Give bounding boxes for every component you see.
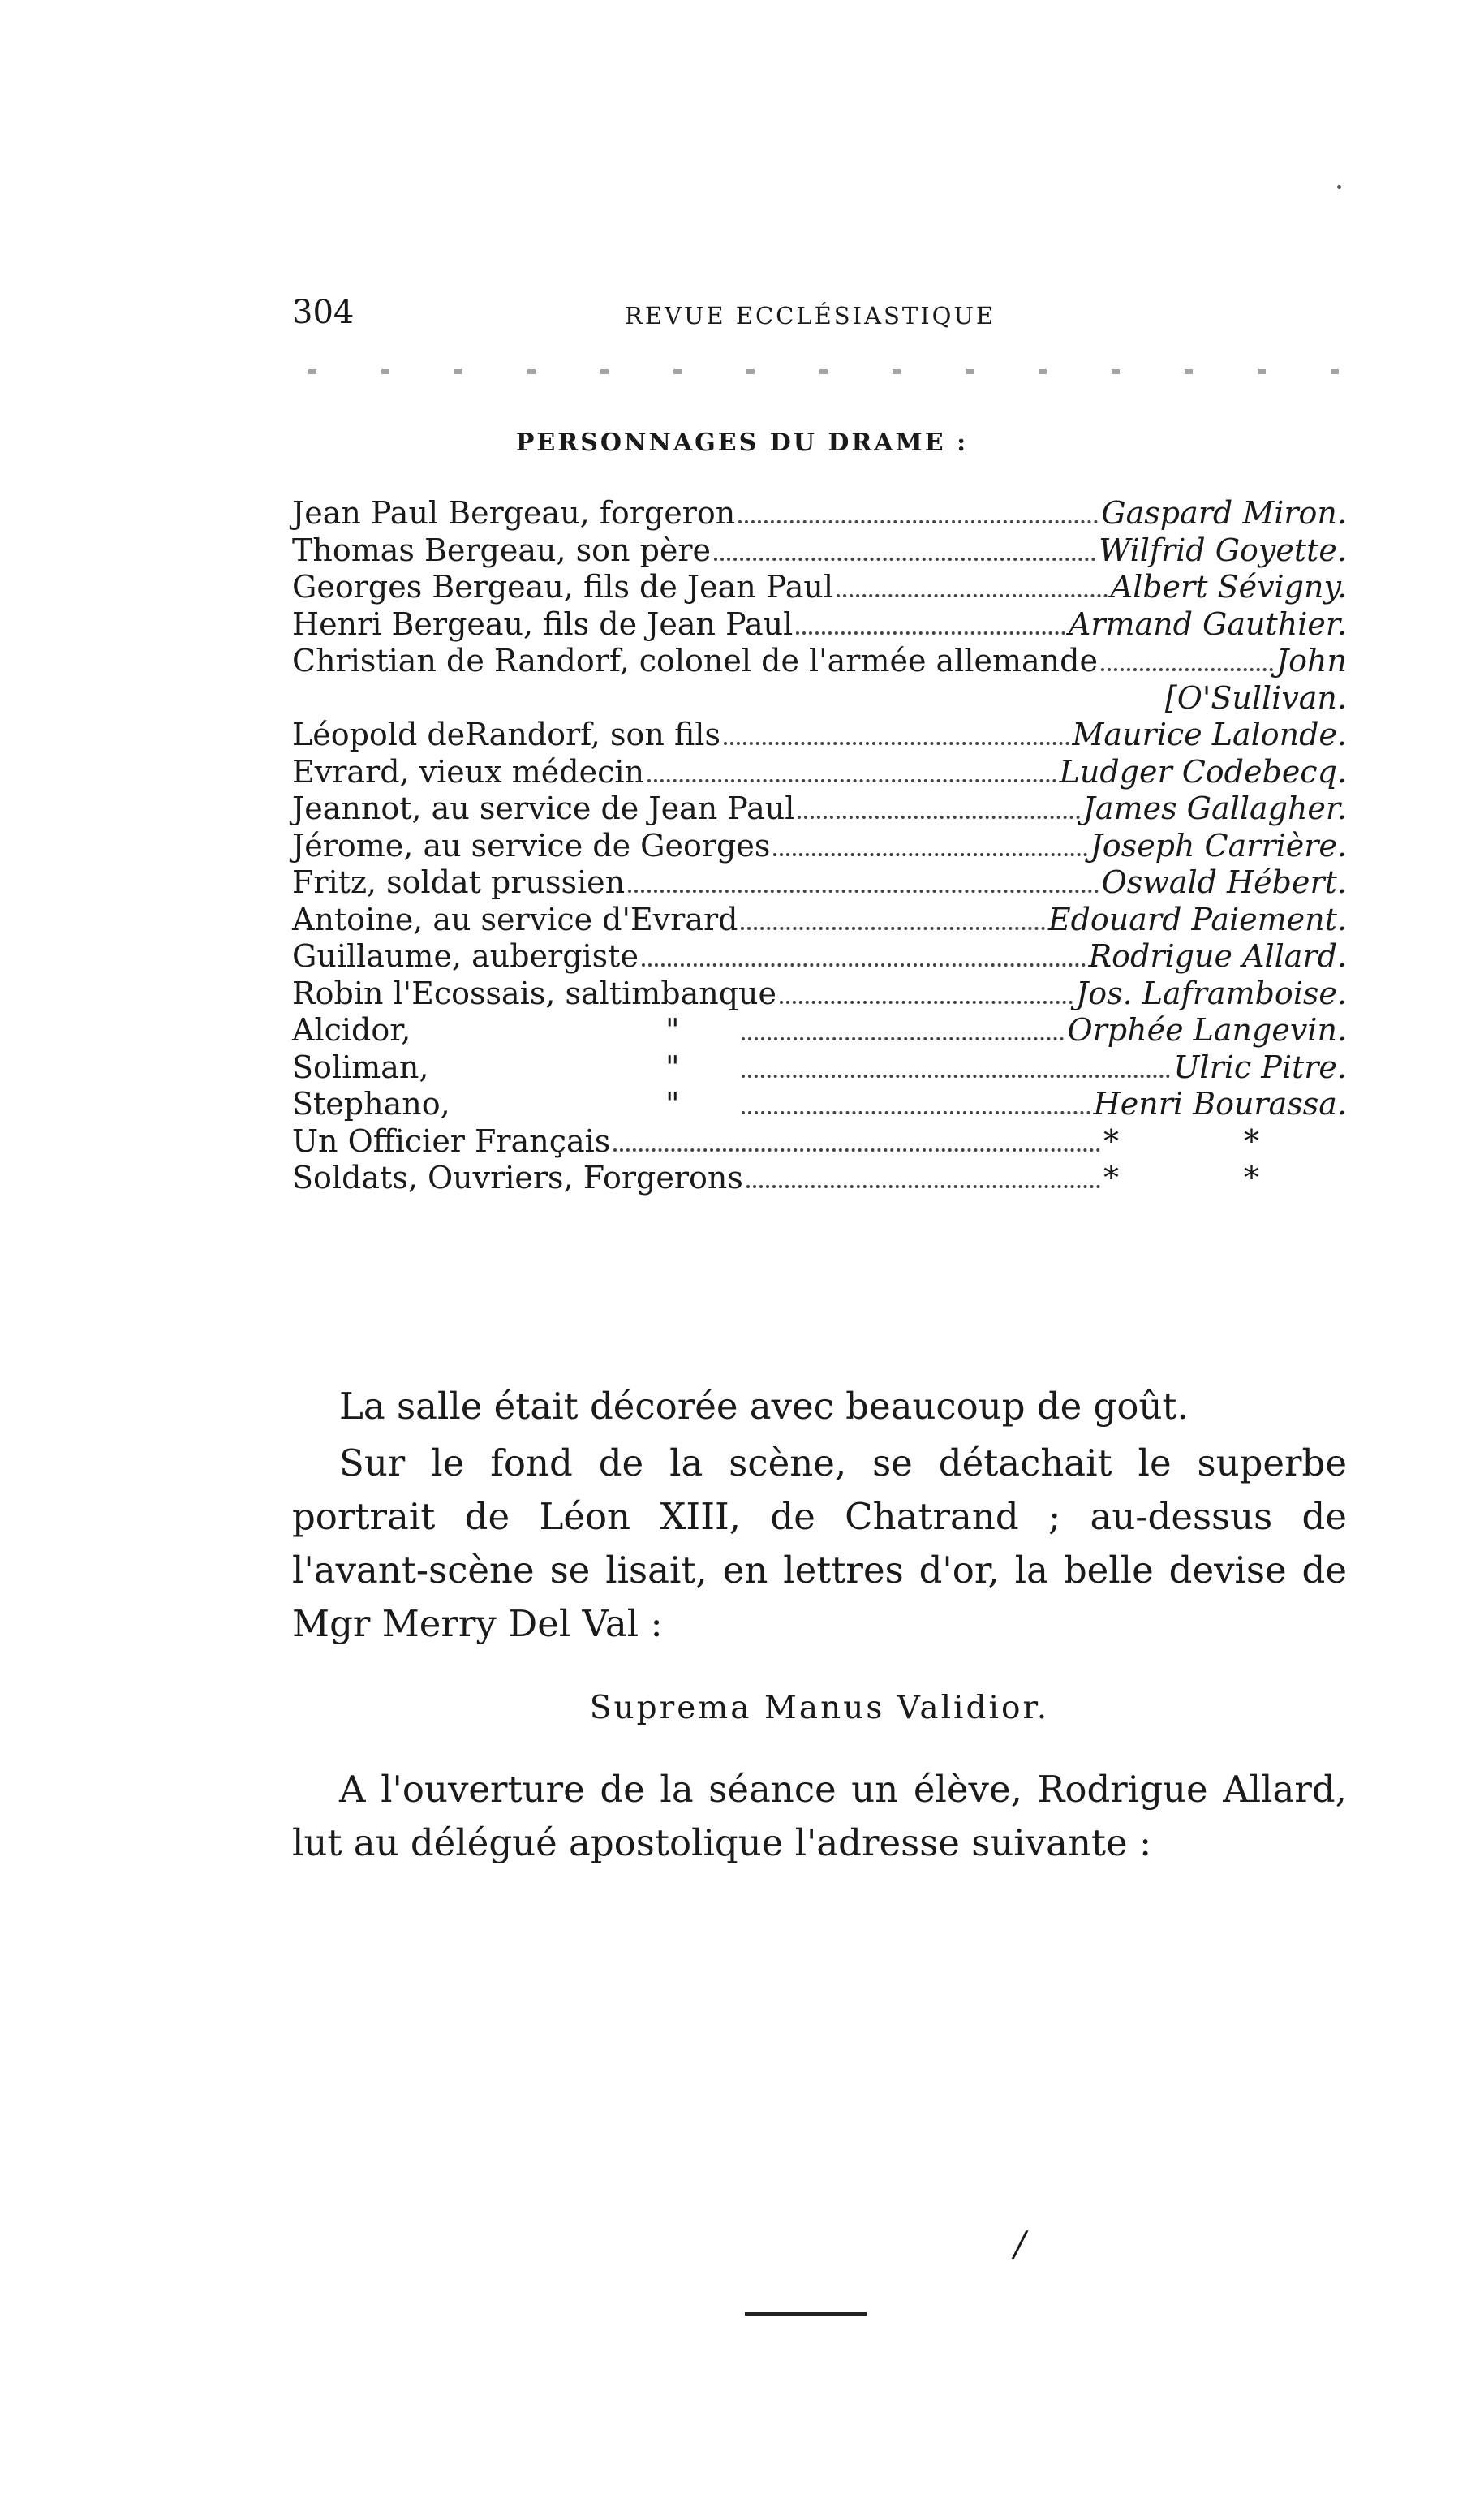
asterisk: * [1103,1160,1119,1196]
cast-row [292,902,1347,939]
cast-row [292,495,1347,532]
cast-row [292,717,1347,754]
cast-row [292,938,1347,976]
cast-row-continuation [292,680,1347,717]
cast-row [292,754,1347,791]
cast-role: Stephano, [292,1086,450,1122]
cast-role: Un Officier Français [292,1122,611,1159]
cast-row [292,532,1347,570]
cast-actor: Albert Sévigny. [1110,569,1347,605]
cast-actor: James Gallagher. [1082,791,1347,826]
bottom-mark: / [1014,2224,1026,2264]
dot-leader [780,1001,1073,1004]
cast-role: Léopold deRandorf, son fils [292,717,720,752]
cast-actor: Gaspard Miron. [1101,495,1347,531]
page-header [292,294,1347,343]
ditto-mark: " [665,1049,680,1085]
dot-leader [742,1037,1064,1040]
asterisk: * [1244,1122,1259,1159]
cast-actor: [O'Sullivan. [1164,679,1347,716]
cast-row [292,1123,1347,1161]
cast-actor: Wilfrid Goyette. [1099,532,1347,568]
cast-actor: Joseph Carrière. [1090,827,1347,864]
stray-mark [1337,185,1341,189]
paragraph: A l'ouverture de la séance un élève, Rodrigue Allard, lut au délégué apostolique l'adresse suivante : [292,1768,1347,1864]
cast-row [292,643,1347,680]
cast-actor: Ulric Pitre. [1173,1049,1347,1085]
cast-role: Georges Bergeau, fils de Jean Paul [292,569,834,605]
paragraph: La salle était décorée avec beaucoup de goût. [339,1385,1189,1428]
cast-role: Jeannot, au service de Jean Paul [292,791,795,826]
cast-row [292,976,1347,1013]
dot-leader [1101,668,1273,671]
cast-actor: Orphée Langevin. [1067,1012,1347,1048]
dot-leader [714,558,1095,561]
cast-actor: Jos. Laframboise. [1075,975,1347,1011]
ditto-mark: " [665,1086,680,1122]
dot-leader [741,927,1044,930]
cast-row [292,1086,1347,1123]
cast-role: Jean Paul Bergeau, forgeron [292,495,736,531]
dot-leader [773,853,1086,856]
cast-actor: Edouard Paiement. [1047,901,1347,937]
cast-role: Antoine, au service d'Evrard [292,901,738,937]
cast-role: Evrard, vieux médecin [292,753,645,790]
cast-heading: PERSONNAGES DU DRAME : [515,429,969,457]
cast-row [292,1049,1347,1087]
dot-leader [613,1148,1100,1152]
asterisk: * [1244,1160,1259,1196]
dot-leader [724,742,1069,745]
cast-row [292,569,1347,606]
cast-role: Alcidor, [292,1012,411,1048]
cast-row [292,791,1347,828]
cast-role: Jérome, au service de Georges [292,827,771,864]
dot-leader [746,1185,1100,1188]
cast-actor: Ludger Codebecq. [1059,753,1347,790]
cast-role: Guillaume, aubergiste [292,938,639,974]
cast-list [292,495,1347,1197]
cast-role: Christian de Randorf, colonel de l'armée allemande [292,643,1098,679]
paragraph: Sur le fond de la scène, se détachait le superbe portrait de Léon XIII, de Chatrand ; au-dessus de l'avant-scène se lisait, en lettres d'or, la belle devise de Mgr Merry Del Val : [292,1441,1347,1645]
body-text [292,1380,1347,1870]
cast-role: Fritz, soldat prussien [292,864,626,900]
cast-row [292,864,1347,902]
page-number: 304 [292,294,355,331]
cast-row [292,828,1347,865]
cast-role: Soliman, [292,1049,429,1085]
dot-leader [742,1111,1090,1114]
section-rule [745,2312,867,2316]
dot-leader [796,631,1065,635]
cast-actor: Oswald Hébert. [1101,864,1347,900]
cast-role: Henri Bergeau, fils de Jean Paul [292,605,794,642]
dot-leader [738,520,1098,523]
dot-leader [837,594,1108,597]
dot-leader [742,1075,1170,1078]
cast-role: Soldats, Ouvriers, Forgerons [292,1160,743,1196]
cast-actor-placeholder [1103,1123,1347,1160]
dot-leader [628,890,1099,893]
cast-row [292,1160,1347,1197]
dot-leader [647,779,1056,782]
cast-actor: Maurice Lalonde. [1072,717,1347,752]
dot-leader [798,816,1079,819]
cast-actor: Henri Bourassa. [1093,1086,1347,1122]
asterisk: * [1103,1122,1119,1159]
cast-row [292,1012,1347,1049]
dot-leader [642,963,1086,967]
running-title: REVUE ECCLÉSIASTIQUE [625,302,996,330]
cast-actor: Armand Gauthier. [1068,605,1347,642]
cast-row [292,606,1347,644]
motto: Suprema Manus Validior. [589,1690,1050,1726]
cast-role: Robin l'Ecossais, saltimbanque [292,975,776,1011]
cast-actor-placeholder [1103,1160,1347,1196]
cast-actor: John [1275,643,1347,679]
ditto-mark: " [665,1012,680,1048]
header-rule [308,369,1339,374]
cast-role: Thomas Bergeau, son père [292,532,712,568]
cast-actor: Rodrigue Allard. [1088,938,1347,974]
